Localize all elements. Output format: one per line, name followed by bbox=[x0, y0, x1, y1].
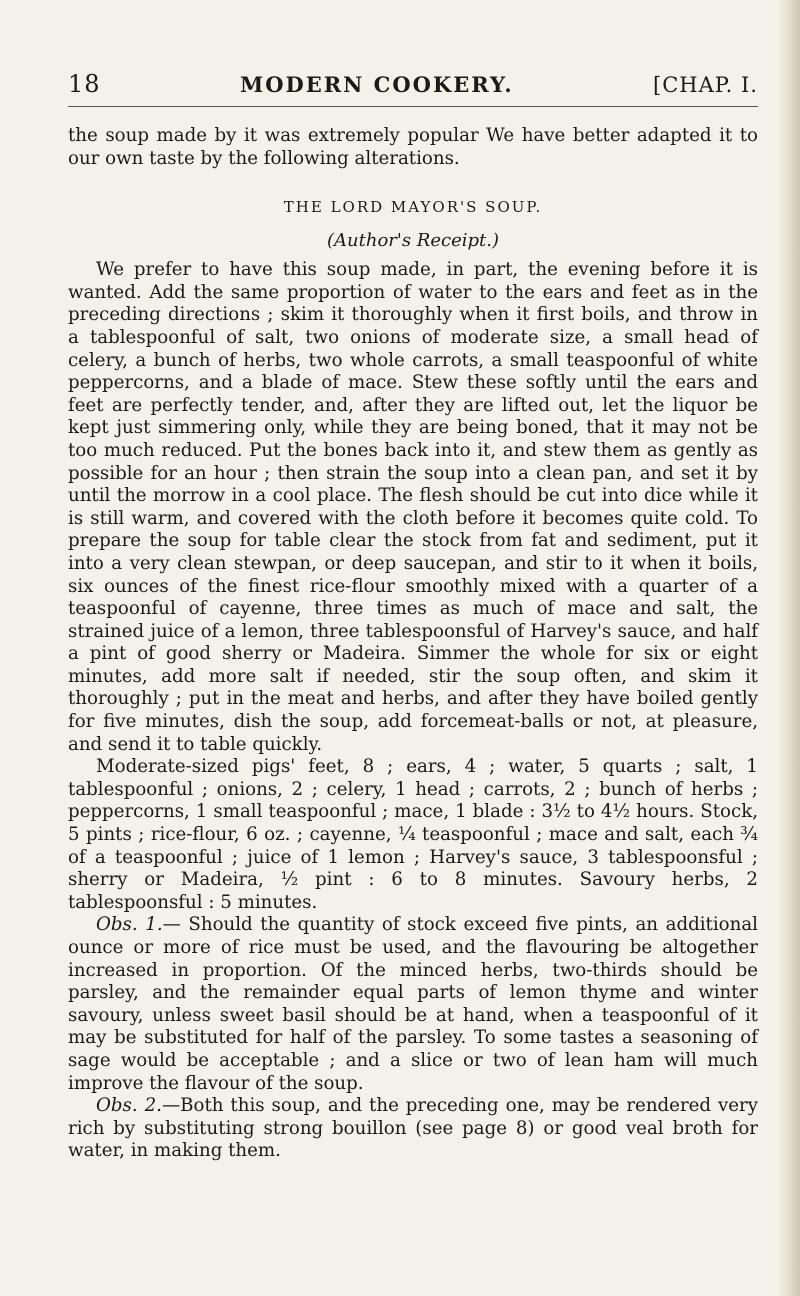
running-title: MODERN COOKERY. bbox=[239, 72, 514, 97]
chapter-label: [CHAP. I. bbox=[653, 73, 758, 97]
obs-1-paragraph bbox=[68, 914, 758, 1095]
obs-2-text: —Both this soup, and the preceding one, may be rendered very rich by substituting strong bouillon (see page 8) or good veal broth for water, in making them. bbox=[68, 1095, 758, 1162]
obs-1-label: Obs. 1. bbox=[96, 914, 163, 936]
intro-paragraph: the soup made by it was extremely popular We have better adapted it to our own taste by the following alterations. bbox=[68, 125, 758, 169]
recipe-title: THE LORD MAYOR'S SOUP. bbox=[283, 198, 543, 217]
recipe-subtitle: (Author's Receipt.) bbox=[327, 230, 499, 252]
obs-2-paragraph bbox=[68, 1095, 758, 1163]
header-rule bbox=[68, 106, 758, 107]
page-header bbox=[68, 70, 758, 98]
book-page bbox=[68, 70, 758, 1163]
obs-2-label: Obs. 2. bbox=[96, 1095, 162, 1117]
recipe-notes bbox=[68, 756, 758, 1163]
recipe-body: We prefer to have this soup made, in part, the evening before it is wanted. Add the same proportion of water to the ears and feet as in the preceding directions ; skim it thoroughly when it first boils, and throw in a tablespoonful of salt, two onions of moderate size, a small head of celery, a bunch of herbs, two whole carrots, a small teaspoonful of white peppercorns, and a blade of mace. Stew these softly until the ears and feet are perfectly tender, and, after they are lifted out, let the liquor be kept just simmering only, while they are being boned, that it may not be too much reduced. Put the bones back into it, and stew them as gently as possible for an hour ; then strain the soup into a clean pan, and set it by until the morrow in a cool place. The flesh should be cut into dice while it is still warm, and covered with the cloth before it becomes quite cold. To prepare the soup for table clear the stock from fat and sediment, put it into a very clean stewpan, or deep saucepan, and stir to it when it boils, six ounces of the finest rice-flour smoothly mixed with a quarter of a teaspoonful of cayenne, three times as much of mace and salt, the strained juice of a lemon, three tablespoonsful of Harvey's sauce, and half a pint of good sherry or Madeira. Simmer the whole for six or eight minutes, add more salt if needed, stir the soup often, and skim it thoroughly ; put in the meat and herbs, and after they have boiled gently for five minutes, dish the soup, add forcemeat-balls or not, at pleasure, and send it to table quickly. bbox=[68, 259, 758, 755]
quantities-paragraph: Moderate-sized pigs' feet, 8 ; ears, 4 ; water, 5 quarts ; salt, 1 tablespoonful ; onions, 2 ; celery, 1 head ; carrots, 2 ; bunch of herbs ; peppercorns, 1 small teaspoonful ; mace, 1 blade : 3½ to 4½ hours. Stock, 5 pints ; rice-flour, 6 oz. ; cayenne, ¼ teaspoonful ; mace and salt, each ¾ of a teaspoonful ; juice of 1 lemon ; Harvey's sauce, 3 tablespoonsful ; sherry or Madeira, ½ pint : 6 to 8 minutes. Savoury herbs, 2 tablespoonsful : 5 minutes. bbox=[68, 756, 758, 913]
page-edge-shadow bbox=[778, 0, 800, 1296]
obs-1-text: — Should the quantity of stock exceed five pints, an additional ounce or more of rice must be used, and the flavouring be altogether increased in proportion. Of the minced herbs, two-thirds should be parsley, and the remainder equal parts of lemon thyme and winter savoury, unless sweet basil should be at hand, when a teaspoonful of it may be substituted for half of the parsley. To some tastes a seasoning of sage would be acceptable ; and a slice or two of lean ham will much improve the flavour of the soup. bbox=[68, 914, 758, 1094]
page-number: 18 bbox=[68, 70, 101, 98]
